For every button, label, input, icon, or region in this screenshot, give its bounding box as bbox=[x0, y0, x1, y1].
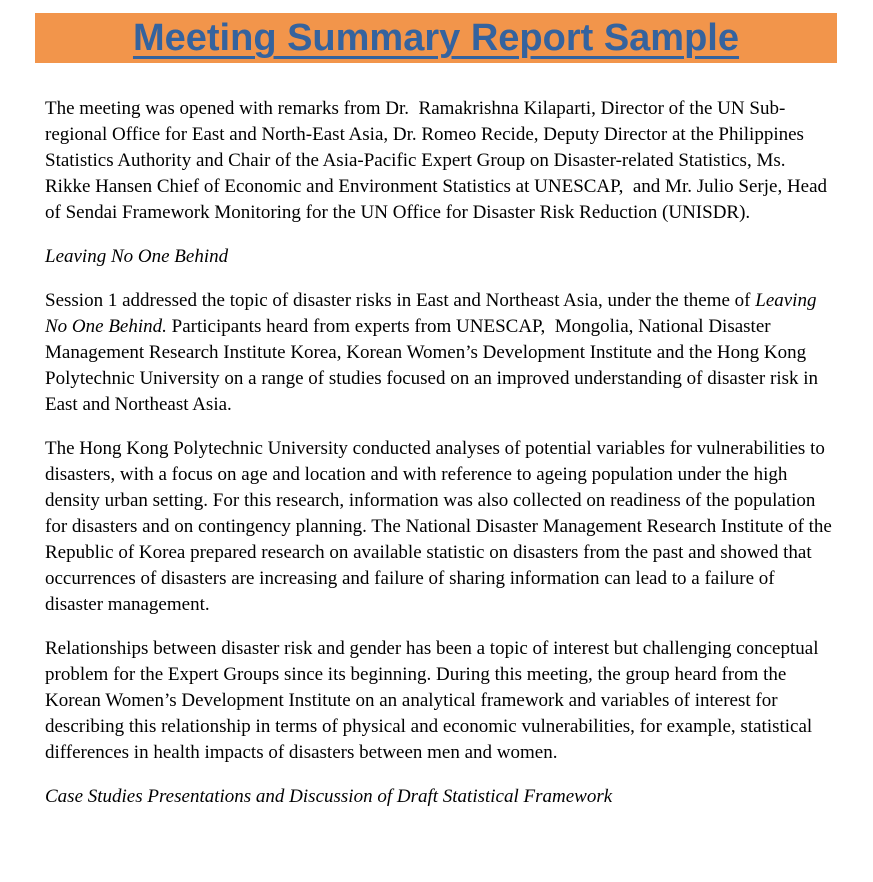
paragraph bbox=[45, 636, 833, 766]
document-body bbox=[45, 96, 837, 828]
paragraph bbox=[45, 96, 833, 226]
paragraph bbox=[45, 288, 833, 418]
text-run: Leaving No One Behind bbox=[45, 246, 229, 267]
text-run: The meeting was opened with remarks from Dr. Ramakrishna Kilaparti, Director of the UN Sub-regional Office for East and North-East Asia, Dr. Romeo Recide, Deputy Director at the Philippines Statistics Authority and Chair of the Asia-Pacific Expert Group on Disaster-related Statistics, Ms. Rikke Hansen Chief of Economic and Environment Statistics at UNESCAP, and Mr. Julio Serje, Head of Sendai Framework Monitoring for the UN Office for Disaster Risk Reduction (UNISDR). bbox=[45, 98, 832, 223]
text-run: Session 1 addressed the topic of disaster risks in East and Northeast Asia, under the theme of bbox=[45, 290, 756, 311]
text-run: Leaving No One Behind. bbox=[45, 290, 822, 337]
paragraph bbox=[45, 436, 837, 618]
title-banner bbox=[35, 13, 837, 63]
text-run: Relationships between disaster risk and gender has been a topic of interest but challenging conceptual problem for the Expert Groups since its beginning. During this meeting, the group heard from the Korean Women’s Development Institute on an analytical framework and variables of interest for describing this relationship in terms of physical and economic vulnerabilities, for example, statistical differences in health impacts of disasters between men and women. bbox=[45, 638, 824, 763]
text-run: Participants heard from experts from UNESCAP, Mongolia, National Disaster Management Research Institute Korea, Korean Women’s Development Institute and the Hong Kong Polytechnic University on a range of studies focused on an improved understanding of disaster risk in East and Northeast Asia. bbox=[45, 316, 823, 415]
text-run: Case Studies Presentations and Discussion of Draft Statistical Framework bbox=[45, 786, 613, 807]
text-run: The Hong Kong Polytechnic University conducted analyses of potential variables for vulnerabilities to disasters, with a focus on age and location and with reference to ageing population under the high density urban setting. For this research, information was also collected on readiness of the population for disasters and on contingency planning. The National Disaster Management Research Institute of the Republic of Korea prepared research on available statistic on disasters from the past and showed that occurrences of disasters are increasing and failure of sharing information can lead to a failure of disaster management. bbox=[45, 438, 837, 615]
section-heading bbox=[45, 784, 833, 810]
document-title: Meeting Summary Report Sample bbox=[132, 17, 740, 59]
section-heading bbox=[45, 244, 833, 270]
